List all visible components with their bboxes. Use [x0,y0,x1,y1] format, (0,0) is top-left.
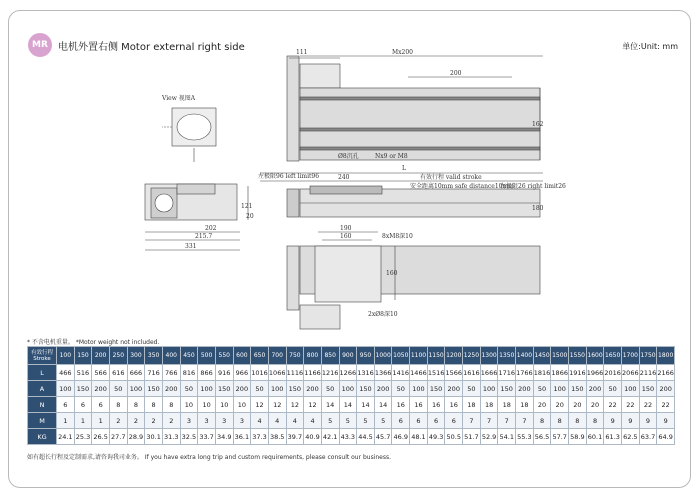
table-cell: 20 [533,397,551,413]
stroke-header-cell: 250 [109,347,127,365]
stroke-header-cell: 1100 [410,347,428,365]
table-cell: 14 [357,397,375,413]
table-cell: 466 [57,365,75,381]
table-header-row [28,347,675,365]
table-cell: 36.1 [233,429,251,445]
stroke-header-cell: 950 [357,347,375,365]
table-cell: 18 [480,397,498,413]
stroke-header-cell: 450 [180,347,198,365]
table-cell: 9 [604,413,622,429]
table-row [28,381,675,397]
table-cell: 8 [145,397,163,413]
dim-safe-distance: 安全距离10mm safe distance10mm [410,183,514,190]
table-cell: 49.3 [427,429,445,445]
table-cell: 50 [463,381,481,397]
table-cell: 1416 [392,365,410,381]
table-cell: 9 [657,413,675,429]
stroke-header-cell: 200 [92,347,110,365]
table-cell: 62.5 [622,429,640,445]
table-cell: 9 [639,413,657,429]
table-cell: 516 [74,365,92,381]
dim-160-vertical: 160 [386,270,398,277]
dim-nx9: Nx9 or M8 [375,153,408,160]
row-label: L [28,365,57,381]
table-cell: 2 [127,413,145,429]
table-cell: 8 [162,397,180,413]
stroke-header-cell: 1150 [427,347,445,365]
table-cell: 150 [357,381,375,397]
table-cell: 45.7 [374,429,392,445]
table-cell: 16 [445,397,463,413]
table-cell: 32.5 [180,429,198,445]
dim-hole-8: Ø8沉孔 [338,153,359,160]
table-cell: 2 [162,413,180,429]
table-cell: 6 [427,413,445,429]
table-cell: 2066 [622,365,640,381]
table-cell: 2 [109,413,127,429]
stroke-header-cell: 1050 [392,347,410,365]
stroke-header-cell: 1400 [516,347,534,365]
table-cell: 1616 [463,365,481,381]
front-view-body [287,186,540,217]
table-cell: 100 [339,381,357,397]
table-cell: 566 [92,365,110,381]
row-label: N [28,397,57,413]
table-cell: 150 [498,381,516,397]
table-cell: 55.3 [516,429,534,445]
table-cell: 816 [180,365,198,381]
table-cell: 40.9 [304,429,322,445]
row-label: A [28,381,57,397]
stroke-header-cell: 750 [286,347,304,365]
table-cell: 60.1 [586,429,604,445]
table-cell: 12 [251,397,269,413]
stroke-header-cell: 650 [251,347,269,365]
table-cell: 12 [268,397,286,413]
table-cell: 50 [109,381,127,397]
table-cell: 1716 [498,365,516,381]
table-cell: 31.3 [162,429,180,445]
table-cell: 7 [498,413,516,429]
table-cell: 1 [74,413,92,429]
stroke-header-cell: 600 [233,347,251,365]
table-cell: 14 [321,397,339,413]
table-cell: 1666 [480,365,498,381]
table-cell: 4 [251,413,269,429]
dim-240: 240 [338,174,350,181]
table-cell: 1266 [339,365,357,381]
table-cell: 3 [233,413,251,429]
table-cell: 150 [569,381,587,397]
table-cell: 100 [57,381,75,397]
stroke-header-cell: 1250 [463,347,481,365]
table-cell: 26.5 [92,429,110,445]
dim-l: L [402,165,406,172]
table-cell: 50.5 [445,429,463,445]
table-cell: 50 [251,381,269,397]
table-cell: 6 [74,397,92,413]
stroke-header-cell: 1750 [639,347,657,365]
table-cell: 43.3 [339,429,357,445]
table-cell: 25.3 [74,429,92,445]
table-cell: 8 [586,413,604,429]
table-cell: 1116 [286,365,304,381]
table-cell: 39.7 [286,429,304,445]
dim-331: 331 [185,243,197,250]
table-cell: 5 [321,413,339,429]
table-cell: 1816 [533,365,551,381]
table-cell: 12 [304,397,322,413]
table-cell: 16 [392,397,410,413]
table-cell: 5 [339,413,357,429]
table-cell: 46.9 [392,429,410,445]
bottom-view-body [287,246,540,329]
table-cell: 54.1 [498,429,516,445]
table-cell: 916 [215,365,233,381]
table-cell: 27.7 [109,429,127,445]
table-cell: 8 [551,413,569,429]
table-cell: 10 [180,397,198,413]
table-cell: 18 [516,397,534,413]
table-cell: 33.7 [198,429,216,445]
stroke-header-label: 有效行程 Stroke [28,347,57,365]
table-cell: 20 [551,397,569,413]
dim-180: 180 [532,205,544,212]
table-cell: 8 [569,413,587,429]
stroke-header-cell: 850 [321,347,339,365]
table-cell: 1866 [551,365,569,381]
stroke-header-cell: 700 [268,347,286,365]
dim-111: 111 [296,49,308,56]
table-cell: 4 [286,413,304,429]
stroke-header-cell: 1700 [622,347,640,365]
table-cell: 22 [639,397,657,413]
mr-badge: MR [28,33,52,57]
table-cell: 666 [127,365,145,381]
table-cell: 63.7 [639,429,657,445]
table-cell: 2166 [657,365,675,381]
table-cell: 6 [410,413,428,429]
table-cell: 1466 [410,365,428,381]
table-cell: 61.3 [604,429,622,445]
dim-215-7: 215.7 [195,233,213,240]
table-cell: 150 [145,381,163,397]
table-cell: 100 [622,381,640,397]
table-cell: 150 [427,381,445,397]
table-cell: 56.5 [533,429,551,445]
table-cell: 18 [463,397,481,413]
table-cell: 1016 [251,365,269,381]
stroke-header-cell: 1550 [569,347,587,365]
table-cell: 1 [57,413,75,429]
view-label: View 视图A [162,95,196,102]
table-cell: 1966 [586,365,604,381]
stroke-header-cell: 900 [339,347,357,365]
table-cell: 616 [109,365,127,381]
table-cell: 52.9 [480,429,498,445]
table-cell: 3 [180,413,198,429]
table-cell: 1316 [357,365,375,381]
table-cell: 6 [445,413,463,429]
table-cell: 8 [127,397,145,413]
table-cell: 200 [304,381,322,397]
table-cell: 100 [198,381,216,397]
table-cell: 200 [516,381,534,397]
view-a-detail [162,108,216,162]
table-cell: 2 [145,413,163,429]
table-cell: 1366 [374,365,392,381]
table-cell: 14 [339,397,357,413]
table-cell: 200 [374,381,392,397]
table-cell: 50 [180,381,198,397]
stroke-header-cell: 1500 [551,347,569,365]
table-cell: 100 [480,381,498,397]
table-cell: 12 [286,397,304,413]
dim-202: 202 [205,225,217,232]
table-cell: 50 [533,381,551,397]
table-cell: 9 [622,413,640,429]
stroke-header-cell: 300 [127,347,145,365]
stroke-header-cell: 500 [198,347,216,365]
table-cell: 44.5 [357,429,375,445]
table-cell: 100 [268,381,286,397]
dim-2xphi8: 2xØ8深10 [368,311,398,318]
table-cell: 7 [516,413,534,429]
top-view-body [287,56,540,161]
table-cell: 966 [233,365,251,381]
table-cell: 42.1 [321,429,339,445]
table-cell: 51.7 [463,429,481,445]
table-cell: 38.5 [268,429,286,445]
table-row [28,365,675,381]
table-cell: 8 [109,397,127,413]
unit-label: 单位:Unit: mm [622,42,678,51]
stroke-header-cell: 550 [215,347,233,365]
table-cell: 5 [374,413,392,429]
stroke-header-cell: 1600 [586,347,604,365]
table-cell: 64.9 [657,429,675,445]
table-cell: 24.1 [57,429,75,445]
table-row [28,413,675,429]
table-cell: 48.1 [410,429,428,445]
motor-weight-note: * 不含电机重量。 *Motor weight not included. [27,339,160,346]
dim-right-limit: 右极限26 right limit26 [500,183,566,190]
table-cell: 2016 [604,365,622,381]
table-cell: 50 [392,381,410,397]
table-cell: 100 [410,381,428,397]
table-cell: 20 [569,397,587,413]
stroke-header-cell: 800 [304,347,322,365]
stroke-header-cell: 350 [145,347,163,365]
footer-note: 如有超长行程及定制需求,请咨询我司业务。 If you have extra long trip and custom requirements, please consult our business. [27,454,392,461]
table-cell: 58.9 [569,429,587,445]
table-cell: 30.1 [145,429,163,445]
table-cell: 6 [92,397,110,413]
table-cell: 1166 [304,365,322,381]
stroke-header-cell: 1000 [374,347,392,365]
table-cell: 716 [145,365,163,381]
table-cell: 1216 [321,365,339,381]
row-label: KG [28,429,57,445]
stroke-header-cell: 150 [74,347,92,365]
table-cell: 7 [480,413,498,429]
table-cell: 1 [92,413,110,429]
dim-160: 160 [340,233,352,240]
table-cell: 5 [357,413,375,429]
section-title: 电机外置右侧 Motor external right side [58,41,245,53]
stroke-header-cell: 1650 [604,347,622,365]
table-cell: 10 [233,397,251,413]
table-cell: 16 [427,397,445,413]
table-cell: 50 [604,381,622,397]
table-cell: 22 [622,397,640,413]
table-cell: 7 [463,413,481,429]
table-cell: 3 [215,413,233,429]
table-cell: 150 [286,381,304,397]
stroke-header-cell: 400 [162,347,180,365]
table-cell: 200 [445,381,463,397]
table-cell: 200 [162,381,180,397]
table-cell: 10 [215,397,233,413]
table-cell: 1566 [445,365,463,381]
table-cell: 200 [586,381,604,397]
table-cell: 100 [127,381,145,397]
spec-table [27,346,675,445]
stroke-header-cell: 1300 [480,347,498,365]
table-cell: 1766 [516,365,534,381]
dim-162: 162 [532,121,544,128]
dim-190: 190 [340,225,352,232]
stroke-header-cell: 1350 [498,347,516,365]
dim-8xm8: 8xM8深10 [382,233,413,240]
dim-20: 20 [246,213,254,220]
table-cell: 200 [233,381,251,397]
table-cell: 28.9 [127,429,145,445]
dim-left-limit: 左极限96 left limit96 [258,173,320,180]
table-cell: 150 [215,381,233,397]
table-cell: 4 [304,413,322,429]
table-cell: 766 [162,365,180,381]
table-cell: 866 [198,365,216,381]
table-cell: 1516 [427,365,445,381]
table-cell: 100 [551,381,569,397]
table-cell: 14 [374,397,392,413]
table-cell: 200 [92,381,110,397]
table-cell: 8 [533,413,551,429]
dim-200: 200 [450,70,462,77]
table-cell: 22 [604,397,622,413]
dim-stroke: 有效行程 valid stroke [420,174,482,181]
table-cell: 1066 [268,365,286,381]
dim-121: 121 [241,203,253,210]
table-cell: 20 [586,397,604,413]
table-cell: 22 [657,397,675,413]
table-cell: 16 [410,397,428,413]
table-cell: 34.9 [215,429,233,445]
table-cell: 200 [657,381,675,397]
table-cell: 50 [321,381,339,397]
table-cell: 37.3 [251,429,269,445]
stroke-header-cell: 1800 [657,347,675,365]
table-row [28,397,675,413]
table-cell: 2116 [639,365,657,381]
table-row [28,429,675,445]
table-cell: 150 [74,381,92,397]
table-cell: 57.7 [551,429,569,445]
side-view-body [145,184,237,220]
table-cell: 150 [639,381,657,397]
row-label: M [28,413,57,429]
table-cell: 1916 [569,365,587,381]
stroke-header-cell: 1200 [445,347,463,365]
table-cell: 6 [392,413,410,429]
table-cell: 6 [57,397,75,413]
table-cell: 10 [198,397,216,413]
table-cell: 3 [198,413,216,429]
table-cell: 4 [268,413,286,429]
stroke-header-cell: 100 [57,347,75,365]
table-cell: 18 [498,397,516,413]
stroke-header-cell: 1450 [533,347,551,365]
dim-mx200: Mx200 [392,49,413,56]
